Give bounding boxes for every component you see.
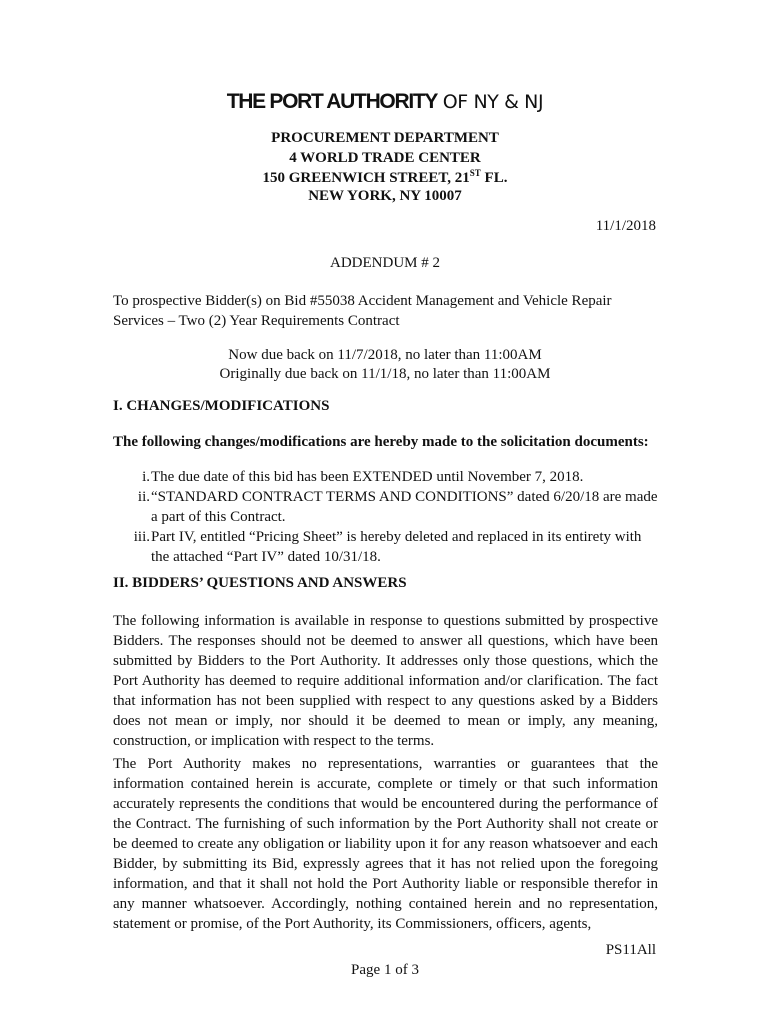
section-1-heading: I. CHANGES/MODIFICATIONS <box>113 398 330 414</box>
address-line-3-pre: 150 GREENWICH STREET, 21 <box>262 170 470 186</box>
list-item <box>131 467 658 487</box>
list-item-text: Part IV, entitled “Pricing Sheet” is hereby deleted and replaced in its entirety with the attached “Part IV” dated 10/31/18. <box>151 529 642 565</box>
list-item <box>131 487 658 527</box>
list-item-number: ii. <box>137 489 150 505</box>
list-item-text: “STANDARD CONTRACT TERMS AND CONDITIONS” dated 6/20/18 are made a part of this Contract. <box>151 489 658 525</box>
port-authority-logo <box>0 89 770 117</box>
footer-code: PS11All <box>605 942 656 958</box>
due-now: Now due back on 11/7/2018, no later than 11:00AM <box>228 347 542 363</box>
section-2-heading: II. BIDDERS’ QUESTIONS AND ANSWERS <box>113 575 407 591</box>
list-item-number: i. <box>142 469 150 485</box>
document-date: 11/1/2018 <box>595 218 656 234</box>
page-number: Page 1 of 3 <box>351 962 419 978</box>
list-item-number: iii. <box>133 529 150 545</box>
changes-list <box>131 467 658 567</box>
address-line-3 <box>0 168 770 188</box>
list-item <box>131 527 658 567</box>
intro-paragraph: To prospective Bidder(s) on Bid #55038 Accident Management and Vehicle Repair Services – Two (2) Year Requirements Contract <box>113 293 612 329</box>
list-item-text: The due date of this bid has been EXTENDED until November 7, 2018. <box>151 469 584 485</box>
addendum-title: ADDENDUM # 2 <box>330 255 440 271</box>
due-original: Originally due back on 11/1/18, no later than 11:00AM <box>219 366 551 382</box>
address-line-3-sup: ST <box>469 168 481 178</box>
address-line-2: 4 WORLD TRADE CENTER <box>289 150 481 166</box>
section-1-subheading: The following changes/modifications are hereby made to the solicitation documents: <box>113 434 649 450</box>
address-line-3-post: FL. <box>480 170 508 186</box>
logo-bold-text: THE PORT AUTHORITY <box>226 90 438 113</box>
logo-light-text: OF NY & NJ <box>437 91 544 113</box>
address-line-4: NEW YORK, NY 10007 <box>308 188 462 204</box>
section-2-paragraph-1: The following information is available in response to questions submitted by prospective Bidders. The responses should not be deemed to answer all questions, which have been submitted by Bidders to the Port Authority. It addresses only those questions, which the Port Authority has deemed to require additional information and/or clarification. The fact that information has not been supplied with respect to any questions asked by a Bidders does not mean or imply, nor should it be deemed to mean or imply, any meaning, construction, or implication with respect to the terms. <box>113 613 658 749</box>
address-line-1: PROCUREMENT DEPARTMENT <box>271 130 499 146</box>
section-2-paragraph-2: The Port Authority makes no representations, warranties or guarantees that the information contained herein is accurate, complete or timely or that such information accurately represents the conditions that would be encountered during the performance of the Contract. The furnishing of such information by the Port Authority shall not create or be deemed to create any obligation or liability upon it for any reason whatsoever and each Bidder, by submitting its Bid, expressly agrees that it has not relied upon the foregoing information, and that it shall not hold the Port Authority liable or responsible therefor in any manner whatsoever. Accordingly, nothing contained herein and no representation, statement or promise, of the Port Authority, its Commissioners, officers, agents, <box>113 756 658 932</box>
